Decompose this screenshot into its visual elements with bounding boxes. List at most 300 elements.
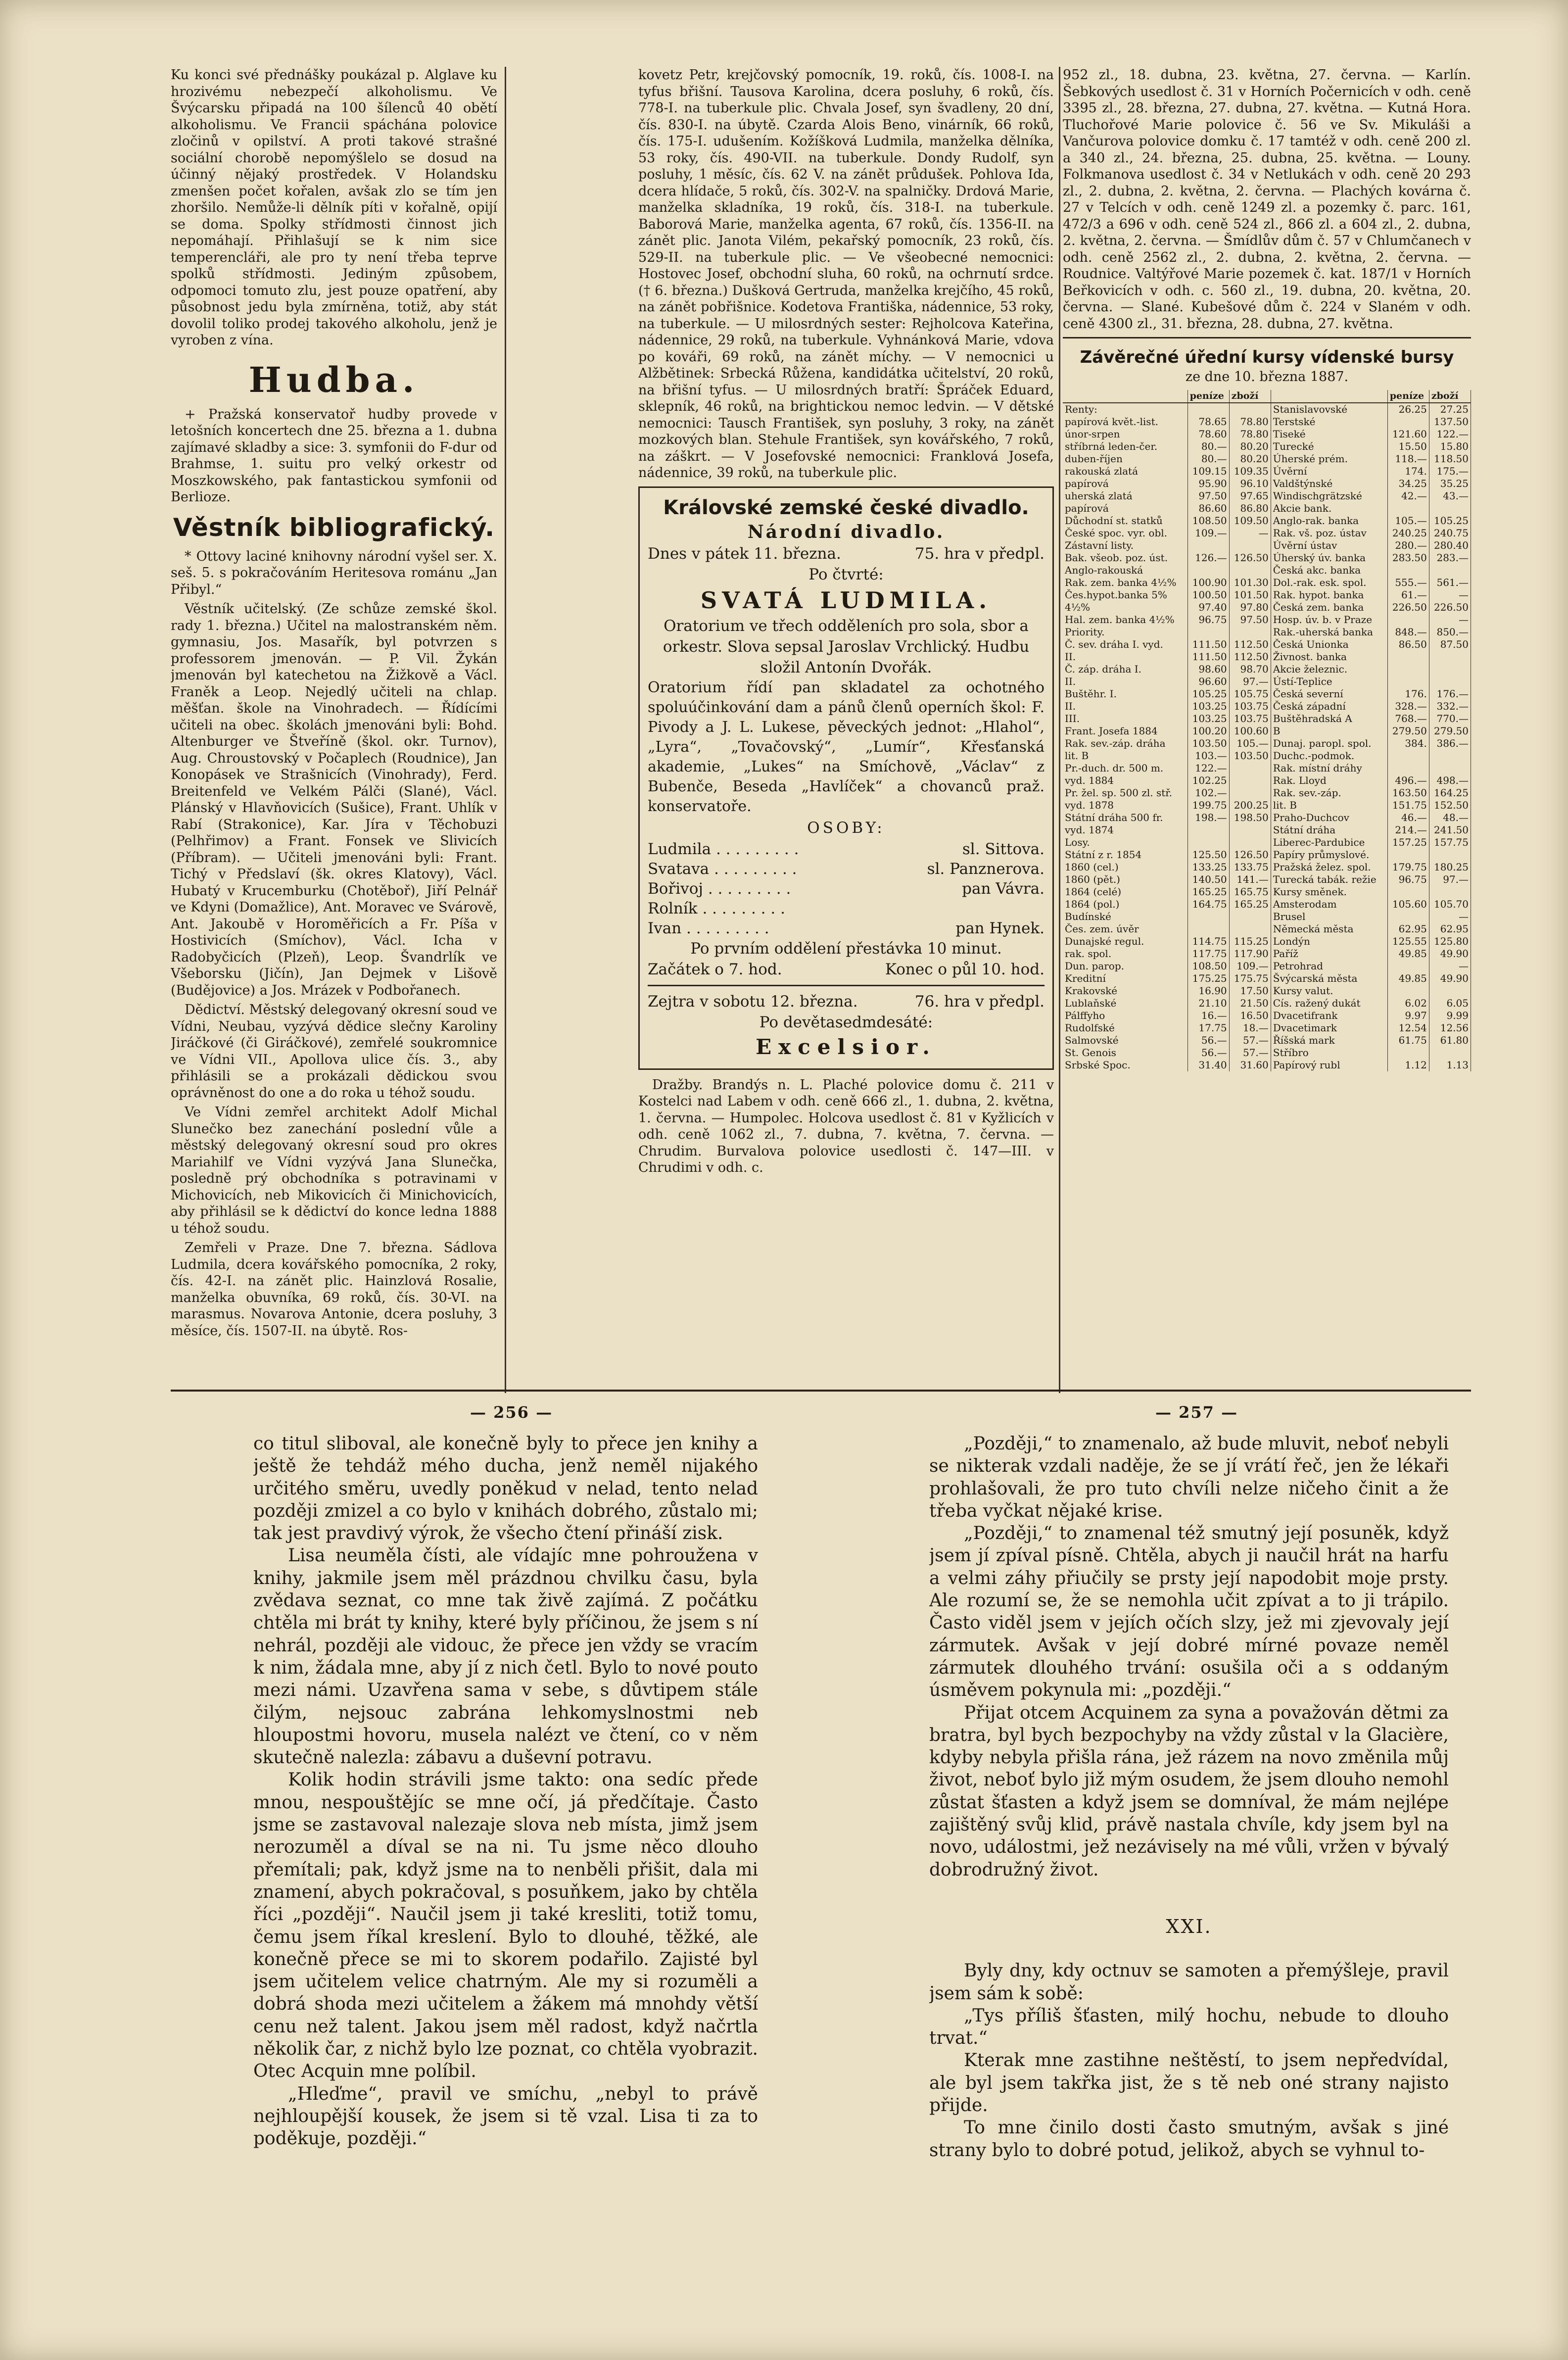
bursa-row bbox=[1063, 985, 1471, 997]
bursa-cell: Ústí-Teplice bbox=[1271, 675, 1387, 688]
bursa-cell: Dvacetimark bbox=[1271, 1022, 1387, 1034]
bursa-cell: Valdštýnské bbox=[1271, 478, 1387, 490]
bursa-cell: Česká akc. banka bbox=[1271, 564, 1387, 577]
bursa-cell: 105.75 bbox=[1229, 688, 1271, 700]
bursa-cell: 105.— bbox=[1387, 515, 1429, 527]
bursa-cell bbox=[1387, 886, 1429, 898]
bursa-cell: 117.75 bbox=[1188, 948, 1229, 960]
bursa-row bbox=[1063, 428, 1471, 440]
bursa-row bbox=[1063, 601, 1471, 614]
bursa-cell: 118.— bbox=[1387, 453, 1429, 465]
bursa-cell: Rak. hypot. banka bbox=[1271, 589, 1387, 601]
bursa-cell bbox=[1229, 564, 1271, 577]
bursa-cell: Rak. sev.-záp. bbox=[1271, 787, 1387, 799]
bursa-cell: Rak.-uherská banka bbox=[1271, 626, 1387, 638]
bursa-cell bbox=[1229, 403, 1271, 416]
bursa-cell: 108.50 bbox=[1188, 960, 1229, 972]
bursa-cell bbox=[1387, 614, 1429, 626]
theatre-day2: Po devětasedmdesáté: bbox=[759, 1013, 933, 1031]
bursa-cell bbox=[1429, 985, 1471, 997]
bursa-row bbox=[1063, 638, 1471, 651]
bursa-row bbox=[1063, 836, 1471, 849]
novel-paragraph: „Hleďme“, pravil ve smíchu, „nebyl to právě nejhloupější kousek, že jsem si tě vzal. Lisa ti za to poděkuje, později.“ bbox=[253, 2083, 758, 2149]
bursa-cell bbox=[1387, 416, 1429, 428]
bursa-row bbox=[1063, 948, 1471, 960]
bursa-cell: B bbox=[1271, 725, 1387, 737]
bursa-cell: 1860 (cel.) bbox=[1063, 861, 1188, 873]
bursa-cell: 16.50 bbox=[1229, 1010, 1271, 1022]
bursa-cell bbox=[1387, 564, 1429, 577]
bursa-cell: Papíry průmyslové. bbox=[1271, 849, 1387, 861]
bursa-cell bbox=[1429, 762, 1471, 774]
bursa-cell: 96.60 bbox=[1188, 675, 1229, 688]
bursa-row bbox=[1063, 440, 1471, 453]
bursa-cell: Salmovské bbox=[1063, 1034, 1188, 1047]
bursa-cell: 240.75 bbox=[1429, 527, 1471, 539]
theatre-perf2: 76. hra v předpl. bbox=[914, 992, 1045, 1011]
bursa-cell: 384. bbox=[1387, 737, 1429, 750]
bursa-cell: 175.75 bbox=[1229, 972, 1271, 985]
bursa-cell: Lublaňské bbox=[1063, 997, 1188, 1010]
bursa-cell: Česká severní bbox=[1271, 688, 1387, 700]
bursa-cell: 57.— bbox=[1229, 1047, 1271, 1059]
bursa-cell: 78.80 bbox=[1229, 416, 1271, 428]
bursa-cell: 96.10 bbox=[1229, 478, 1271, 490]
bursa-cell: Renty: bbox=[1063, 403, 1188, 416]
bursa-cell: 198.— bbox=[1188, 812, 1229, 824]
bursa-cell: 133.75 bbox=[1229, 861, 1271, 873]
bursa-cell: 125.55 bbox=[1387, 935, 1429, 948]
bursa-cell: 122.— bbox=[1429, 428, 1471, 440]
bursa-row bbox=[1063, 750, 1471, 762]
bursa-cell: 86.80 bbox=[1229, 502, 1271, 515]
theatre-end: Konec o půl 10. hod. bbox=[885, 960, 1045, 978]
bursa-cell: 279.50 bbox=[1387, 725, 1429, 737]
bursa-cell: rakouská zlatá bbox=[1063, 465, 1188, 478]
bursa-cell bbox=[1429, 1047, 1471, 1059]
bursa-cell: Turecká tabák. režie bbox=[1271, 873, 1387, 886]
bursa-cell: Dol.-rak. esk. spol. bbox=[1271, 577, 1387, 589]
bursa-cell: 6.05 bbox=[1429, 997, 1471, 1010]
bursa-cell: Buštěhradská A bbox=[1271, 713, 1387, 725]
bursa-row bbox=[1063, 502, 1471, 515]
bursa-cell: 328.— bbox=[1387, 700, 1429, 713]
bursa-cell: uherská zlatá bbox=[1063, 490, 1188, 502]
bursa-cell: — bbox=[1429, 960, 1471, 972]
bursa-cell: 78.65 bbox=[1188, 416, 1229, 428]
bursa-cell: 198.50 bbox=[1229, 812, 1271, 824]
bursa-cell: stříbrná leden-čer. bbox=[1063, 440, 1188, 453]
bursa-cell: 121.60 bbox=[1387, 428, 1429, 440]
bursa-cell: 151.75 bbox=[1387, 799, 1429, 812]
column-middle bbox=[638, 67, 1054, 1418]
bursa-row bbox=[1063, 997, 1471, 1010]
bursa-row bbox=[1063, 1059, 1471, 1071]
bursa-cell: vyd. 1874 bbox=[1063, 824, 1188, 836]
bursa-cell: 102.— bbox=[1188, 787, 1229, 799]
bursa-cell: Státní z r. 1854 bbox=[1063, 849, 1188, 861]
bursa-cell: 49.90 bbox=[1429, 948, 1471, 960]
bursa-cell bbox=[1188, 923, 1229, 935]
bursa-cell: 78.80 bbox=[1229, 428, 1271, 440]
bursa-cell: 152.50 bbox=[1429, 799, 1471, 812]
bursa-cell: 176. bbox=[1387, 688, 1429, 700]
cast-actor: sl. Sittova. bbox=[962, 840, 1045, 858]
bursa-cell: 15.50 bbox=[1387, 440, 1429, 453]
bursa-cell: vyd. 1878 bbox=[1063, 799, 1188, 812]
bursa-cell: 122.— bbox=[1188, 762, 1229, 774]
bursa-cell: III. bbox=[1063, 713, 1188, 725]
bursa-cell: Losy. bbox=[1063, 836, 1188, 849]
bursa-cell bbox=[1429, 564, 1471, 577]
bursa-row bbox=[1063, 737, 1471, 750]
page-number-right: — 257 — bbox=[1155, 1403, 1238, 1422]
bursa-cell: 105.— bbox=[1229, 737, 1271, 750]
bursa-cell: 109.35 bbox=[1229, 465, 1271, 478]
bursa-cell: 115.25 bbox=[1229, 935, 1271, 948]
bursa-cell: 9.97 bbox=[1387, 1010, 1429, 1022]
bursa-cell: Amsterodam bbox=[1271, 898, 1387, 911]
bursa-cell: 6.02 bbox=[1387, 997, 1429, 1010]
bursa-cell: Č. záp. dráha I. bbox=[1063, 663, 1188, 675]
bursa-cell bbox=[1387, 911, 1429, 923]
bursa-cell: 57.— bbox=[1229, 1034, 1271, 1047]
theatre-start: Začátek o 7. hod. bbox=[648, 960, 782, 978]
bursa-cell: Úvěrní ústav bbox=[1271, 539, 1387, 552]
bursa-cell: 1.13 bbox=[1429, 1059, 1471, 1071]
bursa-cell: 100.50 bbox=[1188, 589, 1229, 601]
bursa-row bbox=[1063, 589, 1471, 601]
bursa-cell: 240.25 bbox=[1387, 527, 1429, 539]
dedictvi-article: Dědictví. Městský delegovaný okresní soud ve Vídni, Neubau, vyzývá dědice slečny Karoliny Jiráčkové (či Giráčkové), zemřelé soukromnice ve Vídni VII., Apollova ulice čís. 3., aby přihlásili se a prokázali dědickou svou oprávněnost do one a do roka u téhož soudu. bbox=[171, 1002, 497, 1101]
vestnik-article: * Ottovy laciné knihovny národní vyšel ser. X. seš. 5. s pokračováním Heritesova románu „Jan Přibyl.“ bbox=[171, 548, 497, 597]
bursa-cell: 141.— bbox=[1229, 873, 1271, 886]
section-heading-vestnik: Věstník bibliografický. bbox=[173, 513, 495, 542]
bursa-cell: 61.80 bbox=[1429, 1034, 1471, 1047]
column-right bbox=[1063, 67, 1471, 1418]
bursa-cell: Č. sev. dráha I. vyd. bbox=[1063, 638, 1188, 651]
bursa-cell: 97.80 bbox=[1229, 601, 1271, 614]
bursa-cell: 97.— bbox=[1229, 675, 1271, 688]
bursa-cell: Čes. zem. úvěr bbox=[1063, 923, 1188, 935]
bursa-cell: 49.85 bbox=[1387, 972, 1429, 985]
bursa-cell: 61.— bbox=[1387, 589, 1429, 601]
bursa-row bbox=[1063, 1022, 1471, 1034]
theatre-times bbox=[648, 959, 1045, 980]
bursa-cell: Akcie bank. bbox=[1271, 502, 1387, 515]
chapter-heading: XXI. bbox=[1166, 1915, 1212, 1937]
bursa-cell: St. Genois bbox=[1063, 1047, 1188, 1059]
bursa-cell bbox=[1387, 960, 1429, 972]
bursa-cell: 157.75 bbox=[1429, 836, 1471, 849]
novel-right-top bbox=[929, 1433, 1449, 1881]
bursa-cell: 126.50 bbox=[1229, 552, 1271, 564]
bursa-cell: Kreditní bbox=[1063, 972, 1188, 985]
theatre-desc: Oratorium ve třech odděleních pro sola, sbor a orkestr. Slova sepsal Jaroslav Vrchlický. Hudbu složil Antonín Dvořák. bbox=[663, 617, 1030, 676]
bursa-cell bbox=[1429, 886, 1471, 898]
cast-role: Svatava . . . . . . . . . bbox=[648, 860, 797, 878]
bursa-cell: 111.50 bbox=[1188, 638, 1229, 651]
bursa-cell: Akcie železnic. bbox=[1271, 663, 1387, 675]
bursa-cell: 103.50 bbox=[1229, 750, 1271, 762]
bursa-cell: Dun. parop. bbox=[1063, 960, 1188, 972]
bursa-cell: 103.25 bbox=[1188, 713, 1229, 725]
bursa-cell: 105.25 bbox=[1188, 688, 1229, 700]
bursa-cell: 80.— bbox=[1188, 453, 1229, 465]
bursa-cell: 56.— bbox=[1188, 1047, 1229, 1059]
bursa-cell: 105.25 bbox=[1429, 515, 1471, 527]
theatre-date-row bbox=[648, 543, 1045, 564]
zemreli-article: Zemřeli v Praze. Dne 7. března. Sádlova Ludmila, dcera kovářského pomocníka, 2 roky, čís. 42-I. na zánět plic. Hainzlová Rosalie, manželka obuvníka, 69 roků, čís. 30-VI. na marasmus. Novarova Antonie, dcera posluhy, 3 měsíce, čís. 1507-II. na úbytě. Ros- bbox=[171, 1240, 497, 1339]
bursa-cell: Úvěrní bbox=[1271, 465, 1387, 478]
bursa-cell: 26.25 bbox=[1387, 403, 1429, 416]
hudba-article: + Pražská konservatoř hudby provede v letošních koncertech dne 25. března a 1. dubna zajímavé skladby a sice: 3. symfonii do F-dur od Brahmse, 1. suitu pro velký orkestr od Moszkowského, pak fantastickou symfonii od Berlioze. bbox=[171, 406, 497, 505]
novel-paragraph: Přijat otcem Acquinem za syna a považován dětmi za bratra, byl bych bezpochyby na vždy zůstal v la Glacière, kdyby nebyla přišla rána, jež rázem na novo změnila můj život, neboť bylo již mým osudem, že jsem dlouho nemohl zůstat šťasten a když jsem se domníval, že mám nejlépe zajištěný svůj klid, právě nastala chvíle, kdy jsem byl na novo, událostmi, jež nezávisely na mé vůli, vržen v bývalý dobrodružný život. bbox=[929, 1702, 1449, 1880]
bursa-cell: 61.75 bbox=[1387, 1034, 1429, 1047]
bursa-cell bbox=[1188, 836, 1229, 849]
bursa-cell: 241.50 bbox=[1429, 824, 1471, 836]
bursa-cell bbox=[1229, 787, 1271, 799]
bursa-cell: Kursy směnek. bbox=[1271, 886, 1387, 898]
bursa-cell: 280.— bbox=[1387, 539, 1429, 552]
bursa-cell: lit. B bbox=[1271, 799, 1387, 812]
michal-article: Ve Vídni zemřel architekt Adolf Michal Slunečko bez zanechání poslední vůle a městský delegovaný okresní soud pro okres Mariahilf ve Vídni vyzývá Jana Slunečka, posledně prý obchodníka s potravinami v Michovicích, neb Mikovicích či Minichovicích, aby přihlásil se k dědictví do konce ledna 1888 u téhož soudu. bbox=[171, 1105, 497, 1236]
bursa-row bbox=[1063, 886, 1471, 898]
bursa-cell: 31.60 bbox=[1229, 1059, 1271, 1071]
bursa-cell: České spoc. vyr. obl. bbox=[1063, 527, 1188, 539]
bursa-cell: Úherské prém. bbox=[1271, 453, 1387, 465]
bursa-cell: Bak. všeob. poz. úst. bbox=[1063, 552, 1188, 564]
bursa-cell: Stanislavovské bbox=[1271, 403, 1387, 416]
bursa-cell: 137.50 bbox=[1429, 416, 1471, 428]
bursa-cell bbox=[1387, 675, 1429, 688]
bursa-cell: Papírový rubl bbox=[1271, 1059, 1387, 1071]
bursa-cell: papírová květ.-list. bbox=[1063, 416, 1188, 428]
bursa-cell bbox=[1188, 626, 1229, 638]
bursa-cell: Pálffyho bbox=[1063, 1010, 1188, 1022]
bursa-cell: 97.65 bbox=[1229, 490, 1271, 502]
bursa-cell: 18.— bbox=[1229, 1022, 1271, 1034]
bursa-cell: Stříbro bbox=[1271, 1047, 1387, 1059]
bursa-row bbox=[1063, 898, 1471, 911]
bursa-cell: Pr. žel. sp. 500 zl. stř. bbox=[1063, 787, 1188, 799]
bursa-cell: 101.50 bbox=[1229, 589, 1271, 601]
bursa-cell: 226.50 bbox=[1387, 601, 1429, 614]
bursa-cell: 179.75 bbox=[1387, 861, 1429, 873]
cast-actor: pan Vávra. bbox=[962, 879, 1045, 898]
bursa-cell bbox=[1387, 849, 1429, 861]
bursa-cell: Rak. Lloyd bbox=[1271, 774, 1387, 787]
bursa-cell: duben-říjen bbox=[1063, 453, 1188, 465]
bursa-row bbox=[1063, 651, 1471, 663]
bursa-cell: 332.— bbox=[1429, 700, 1471, 713]
bursa-cell: Cís. ražený dukát bbox=[1271, 997, 1387, 1010]
bursa-cell: Německá města bbox=[1271, 923, 1387, 935]
bursa-cell: 126.— bbox=[1188, 552, 1229, 564]
bursa-cell: 200.25 bbox=[1229, 799, 1271, 812]
bursa-row bbox=[1063, 453, 1471, 465]
bursa-cell: 850.— bbox=[1429, 626, 1471, 638]
bursa-cell: 109.— bbox=[1229, 960, 1271, 972]
cast-actor: pan Hynek. bbox=[955, 919, 1045, 937]
bursa-row bbox=[1063, 787, 1471, 799]
cast-row bbox=[648, 879, 1045, 899]
bursa-cell: Dunajské regul. bbox=[1063, 935, 1188, 948]
bursa-row bbox=[1063, 416, 1471, 428]
bursa-cell: 100.60 bbox=[1229, 725, 1271, 737]
bursa-row bbox=[1063, 626, 1471, 638]
cast-actor: sl. Panznerova. bbox=[927, 860, 1045, 878]
bursa-cell: rak. spol. bbox=[1063, 948, 1188, 960]
bursa-cell: 97.— bbox=[1429, 873, 1471, 886]
bursa-cell bbox=[1429, 651, 1471, 663]
bursa-cell: Pr.-duch. dr. 500 m. bbox=[1063, 762, 1188, 774]
bursa-cell: — bbox=[1429, 589, 1471, 601]
bursa-cell: 49.85 bbox=[1387, 948, 1429, 960]
bursa-cell bbox=[1429, 849, 1471, 861]
bursa-cell: 109.— bbox=[1188, 527, 1229, 539]
bursa-row bbox=[1063, 700, 1471, 713]
bursa-cell: 561.— bbox=[1429, 577, 1471, 589]
bursa-cell: 48.— bbox=[1429, 812, 1471, 824]
theatre-desc2: Oratorium řídí pan skladatel za ochotného spoluúčinkování dam a pánů členů operních škol: F. Pivody a J. L. Lukese, pěveckých jednot: „Hlahol“, „Lyra“, „Tovačovský“, „Lumír“, Křesťanská akademie, „Lukes“ na Smíchově, „Václav“ z Bubenče, Beseda „Havlíček“ a chovanců praž. konservatoře. bbox=[648, 678, 1045, 815]
bursa-cell: II. bbox=[1063, 700, 1188, 713]
bursa-cell: 175.25 bbox=[1188, 972, 1229, 985]
section-heading-hudba: Hudba. bbox=[248, 359, 420, 400]
bursa-cell: 21.50 bbox=[1229, 997, 1271, 1010]
bursa-cell: 108.50 bbox=[1188, 515, 1229, 527]
bursa-cell: 62.95 bbox=[1429, 923, 1471, 935]
bursa-cell: 176.— bbox=[1429, 688, 1471, 700]
bursa-row bbox=[1063, 812, 1471, 824]
deaths-list: kovetz Petr, krejčovský pomocník, 19. roků, čís. 1008-I. na tyfus břišní. Tausova Karolina, dcera posluhy, 6 roků, čís. 778-I. na tuberkule plic. Chvala Josef, syn švadleny, 20 dní, čís. 830-I. na úbytě. Czarda Alois Beno, vinárník, 66 roků, čís. 175-I. udušením. Kožíšková Ludmila, manželka dělníka, 53 roky, čís. 490-VII. na tuberkule. Dondy Rudolf, syn posluhy, 1 měsíc, čís. 62 V. na zánět průdušek. Pohlova Ida, dcera hlídače, 5 roků, čís. 302-V. na spalničky. Drdová Marie, manželka skladníka, 19 roků, čís. 318-I. na tuberkule. Baborová Marie, manželka agenta, 67 roků, čís. 1356-II. na zánět plic. Janota Vilém, pekařský pomocník, 23 roků, čís. 529-II. na tuberkule plic. — Ve všeobecné nemocnici: Hostovec Josef, obchodní sluha, 60 roků, na ochrnutí srdce. († 6. března.) Dušková Gertruda, manželka krejčího, 45 roků, na zánět pobřišnice. Kodetova Františka, nádennice, 53 roky, na tuberkule. — U milosrdných sester: Rejholcova Kateřina, nádennice, 29 roků, na tuberkule. Vyhnánková Marie, vdova po kováři, 69 roků, na zánět míchy. — V nemocnici u Alžbětinek: Srbecká Růžena, kandidátka učitelství, 20 roků, na břišní tyfus. — U milosrdných bratří: Špráček Eduard, sklepník, 46 roků, na brightickou nemoc ledvin. — V dětské nemocnici: Tausch František, syn posluhy, 3 roky, na zánět mozkových blan. Stehule František, syn kovářského, 7 roků, na záškrt. — V Josefovské nemocnici: Franklová Josefa, nádennice, 39 roků, na tuberkule plic. bbox=[638, 67, 1054, 481]
bursa-cell: Hosp. úv. b. v Praze bbox=[1271, 614, 1387, 626]
novel-paragraph: To mne činilo dosti často smutným, avšak s jiné strany bylo to dobré potud, jelikož, abych se vyhnul to- bbox=[929, 2118, 1449, 2161]
theatre-date: Dnes v pátek 11. března. bbox=[648, 544, 841, 563]
bursa-cell: 80.20 bbox=[1229, 440, 1271, 453]
bursa-cell bbox=[1229, 923, 1271, 935]
drazby-article: Dražby. Brandýs n. L. Plaché polovice domu č. 211 v Kostelci nad Labem v odh. ceně 666 zl., 1. dubna, 2. května, 1. června. — Humpolec. Holcova usedlost č. 81 v Kyžlicích v odh. ceně 1062 zl., 7. dubna, 7. května, 7. června. — Chrudim. Burvalova polovice usedlosti č. 147—III. v Chrudimi v odh. c. bbox=[638, 1077, 1054, 1175]
bursa-cell: 214.— bbox=[1387, 824, 1429, 836]
novel-left-page bbox=[253, 1433, 758, 2244]
bursa-cell: Důchodní st. statků bbox=[1063, 515, 1188, 527]
bursa-cell: 105.70 bbox=[1429, 898, 1471, 911]
bursa-row bbox=[1063, 564, 1471, 577]
bursa-cell: 103.75 bbox=[1229, 713, 1271, 725]
bursa-cell: 125.50 bbox=[1188, 849, 1229, 861]
novel-right-bottom bbox=[929, 1960, 1449, 2162]
bursa-header-cell: zboží bbox=[1229, 390, 1271, 403]
theatre-pause: Po prvním oddělení přestávka 10 minut. bbox=[690, 939, 1002, 958]
bursa-cell: Čes.hypot.banka 5% bbox=[1063, 589, 1188, 601]
bursa-cell: 103.— bbox=[1188, 750, 1229, 762]
bursa-row bbox=[1063, 478, 1471, 490]
bursa-cell: Rak. zem. banka 4½% bbox=[1063, 577, 1188, 589]
bursa-cell: 770.— bbox=[1429, 713, 1471, 725]
bursa-cell: Liberec-Pardubice bbox=[1271, 836, 1387, 849]
novel-right-page bbox=[929, 1433, 1449, 2244]
bursa-cell: 386.— bbox=[1429, 737, 1471, 750]
bursa-cell: II. bbox=[1063, 675, 1188, 688]
bursa-cell: 86.60 bbox=[1188, 502, 1229, 515]
bursa-cell: Budínské bbox=[1063, 911, 1188, 923]
bursa-cell bbox=[1188, 564, 1229, 577]
novel-paragraph: Byly dny, kdy octnuv se samoten a přemýšleje, pravil jsem sám k sobě: bbox=[929, 1961, 1449, 2004]
bursa-cell: Rak. místní dráhy bbox=[1271, 762, 1387, 774]
bursa-cell: 283.50 bbox=[1387, 552, 1429, 564]
bursa-row bbox=[1063, 614, 1471, 626]
bursa-cell: 95.90 bbox=[1188, 478, 1229, 490]
bursa-cell: 112.50 bbox=[1229, 638, 1271, 651]
bursa-row bbox=[1063, 539, 1471, 552]
bursa-cell: Krakovské bbox=[1063, 985, 1188, 997]
bursa-cell bbox=[1229, 911, 1271, 923]
bursa-cell: Anglo-rakouská bbox=[1063, 564, 1188, 577]
bursa-cell: vyd. 1884 bbox=[1063, 774, 1188, 787]
bursa-cell: Duchc.-podmok. bbox=[1271, 750, 1387, 762]
bursa-cell: 103.75 bbox=[1229, 700, 1271, 713]
bursa-cell: — bbox=[1429, 911, 1471, 923]
bursa-cell: Priority. bbox=[1063, 626, 1188, 638]
novel-paragraph: Lisa neuměla čísti, ale vídajíc mne pohroužena v knihy, jakmile jsem měl prázdnou chvilku času, byla zvědava seznat, co mne tak živě zajímá. Z počátku chtěla mi brát ty knihy, které byly příčinou, že jsem s ní nehrál, později ale vidouc, že přece jen vždy se vracím k nim, žádala mne, aby jí z nich četl. Bylo to nové pouto mezi námi. Uzavřena sama v sebe, s důvtipem stále čilým, nejsouc zabrána lehkomyslnostmi neb hloupostmi hovoru, musela nalézt ve čtení, co v něm skutečně nalezla: zábavu a duševní potravu. bbox=[253, 1545, 758, 1768]
bursa-cell: 199.75 bbox=[1188, 799, 1229, 812]
bursa-cell: 117.90 bbox=[1229, 948, 1271, 960]
bursa-cell: 180.25 bbox=[1429, 861, 1471, 873]
bursa-cell: 112.50 bbox=[1229, 651, 1271, 663]
bursa-row bbox=[1063, 527, 1471, 539]
bursa-cell: Česká zem. banka bbox=[1271, 601, 1387, 614]
bursa-cell: 109.50 bbox=[1229, 515, 1271, 527]
bursa-cell: 1864 (pol.) bbox=[1063, 898, 1188, 911]
bursa-row bbox=[1063, 725, 1471, 737]
bursa-cell: 46.— bbox=[1387, 812, 1429, 824]
bursa-cell: 96.75 bbox=[1387, 873, 1429, 886]
bursa-cell bbox=[1229, 539, 1271, 552]
bursa-row bbox=[1063, 911, 1471, 923]
bursa-cell bbox=[1387, 985, 1429, 997]
bursa-cell: 15.80 bbox=[1429, 440, 1471, 453]
bursa-cell: 86.50 bbox=[1387, 638, 1429, 651]
bursa-row bbox=[1063, 465, 1471, 478]
bursa-cell: 97.50 bbox=[1229, 614, 1271, 626]
bursa-cell: Česká západní bbox=[1271, 700, 1387, 713]
cast-role: Rolník . . . . . . . . . bbox=[648, 899, 785, 917]
page-number-left: — 256 — bbox=[470, 1403, 553, 1422]
bursa-cell bbox=[1429, 502, 1471, 515]
bursa-cell: 16.— bbox=[1188, 1010, 1229, 1022]
bursa-cell: 848.— bbox=[1387, 626, 1429, 638]
bursa-cell: 98.60 bbox=[1188, 663, 1229, 675]
bursa-cell: — bbox=[1229, 527, 1271, 539]
bursa-cell: 9.99 bbox=[1429, 1010, 1471, 1022]
bursa-cell: Dunaj. paropl. spol. bbox=[1271, 737, 1387, 750]
bursa-cell: 280.40 bbox=[1429, 539, 1471, 552]
bursa-cell bbox=[1429, 750, 1471, 762]
bursa-cell bbox=[1387, 651, 1429, 663]
alcoholism-article: Ku konci své přednášky poukázal p. Alglave ku hrozivému nebezpečí alkoholismu. Ve Švýcarsku připadá na 100 šílenců 40 obětí alkoholismu. Ve Francii spáchána polovice zločinů v opilství. A proti takové strašné sociální chorobě nepomýšlelo se dosud na účinný nějaký prostředek. V Holandsku zmenšen počet kořalen, avšak zlo se tím jen zhoršilo. Nemůže-li dělník píti v kořalně, opijí se doma. Spolky střídmosti činnost jich nepomáhají. Přihlašují se k nim sice temperencláři, ale pro ty není třeba teprve spolků střídmosti. Jediným způsobem, odpomoci tomuto zlu, jest pouze opatření, aby působnost jedu byla zmírněna, totiž, aby stát dovolil toliko prodej takového alkoholu, jenž je vyroben z vína. bbox=[171, 67, 497, 348]
bursa-cell: 97.40 bbox=[1188, 601, 1229, 614]
bursa-row bbox=[1063, 762, 1471, 774]
bursa-row bbox=[1063, 960, 1471, 972]
bursa-cell: 35.25 bbox=[1429, 478, 1471, 490]
bursa-row bbox=[1063, 849, 1471, 861]
bursa-cell: 498.— bbox=[1429, 774, 1471, 787]
bursa-row bbox=[1063, 972, 1471, 985]
bursa-row bbox=[1063, 577, 1471, 589]
column-divider bbox=[505, 67, 506, 1393]
bursa-cell: 101.30 bbox=[1229, 577, 1271, 589]
bursa-cell: 140.50 bbox=[1188, 873, 1229, 886]
